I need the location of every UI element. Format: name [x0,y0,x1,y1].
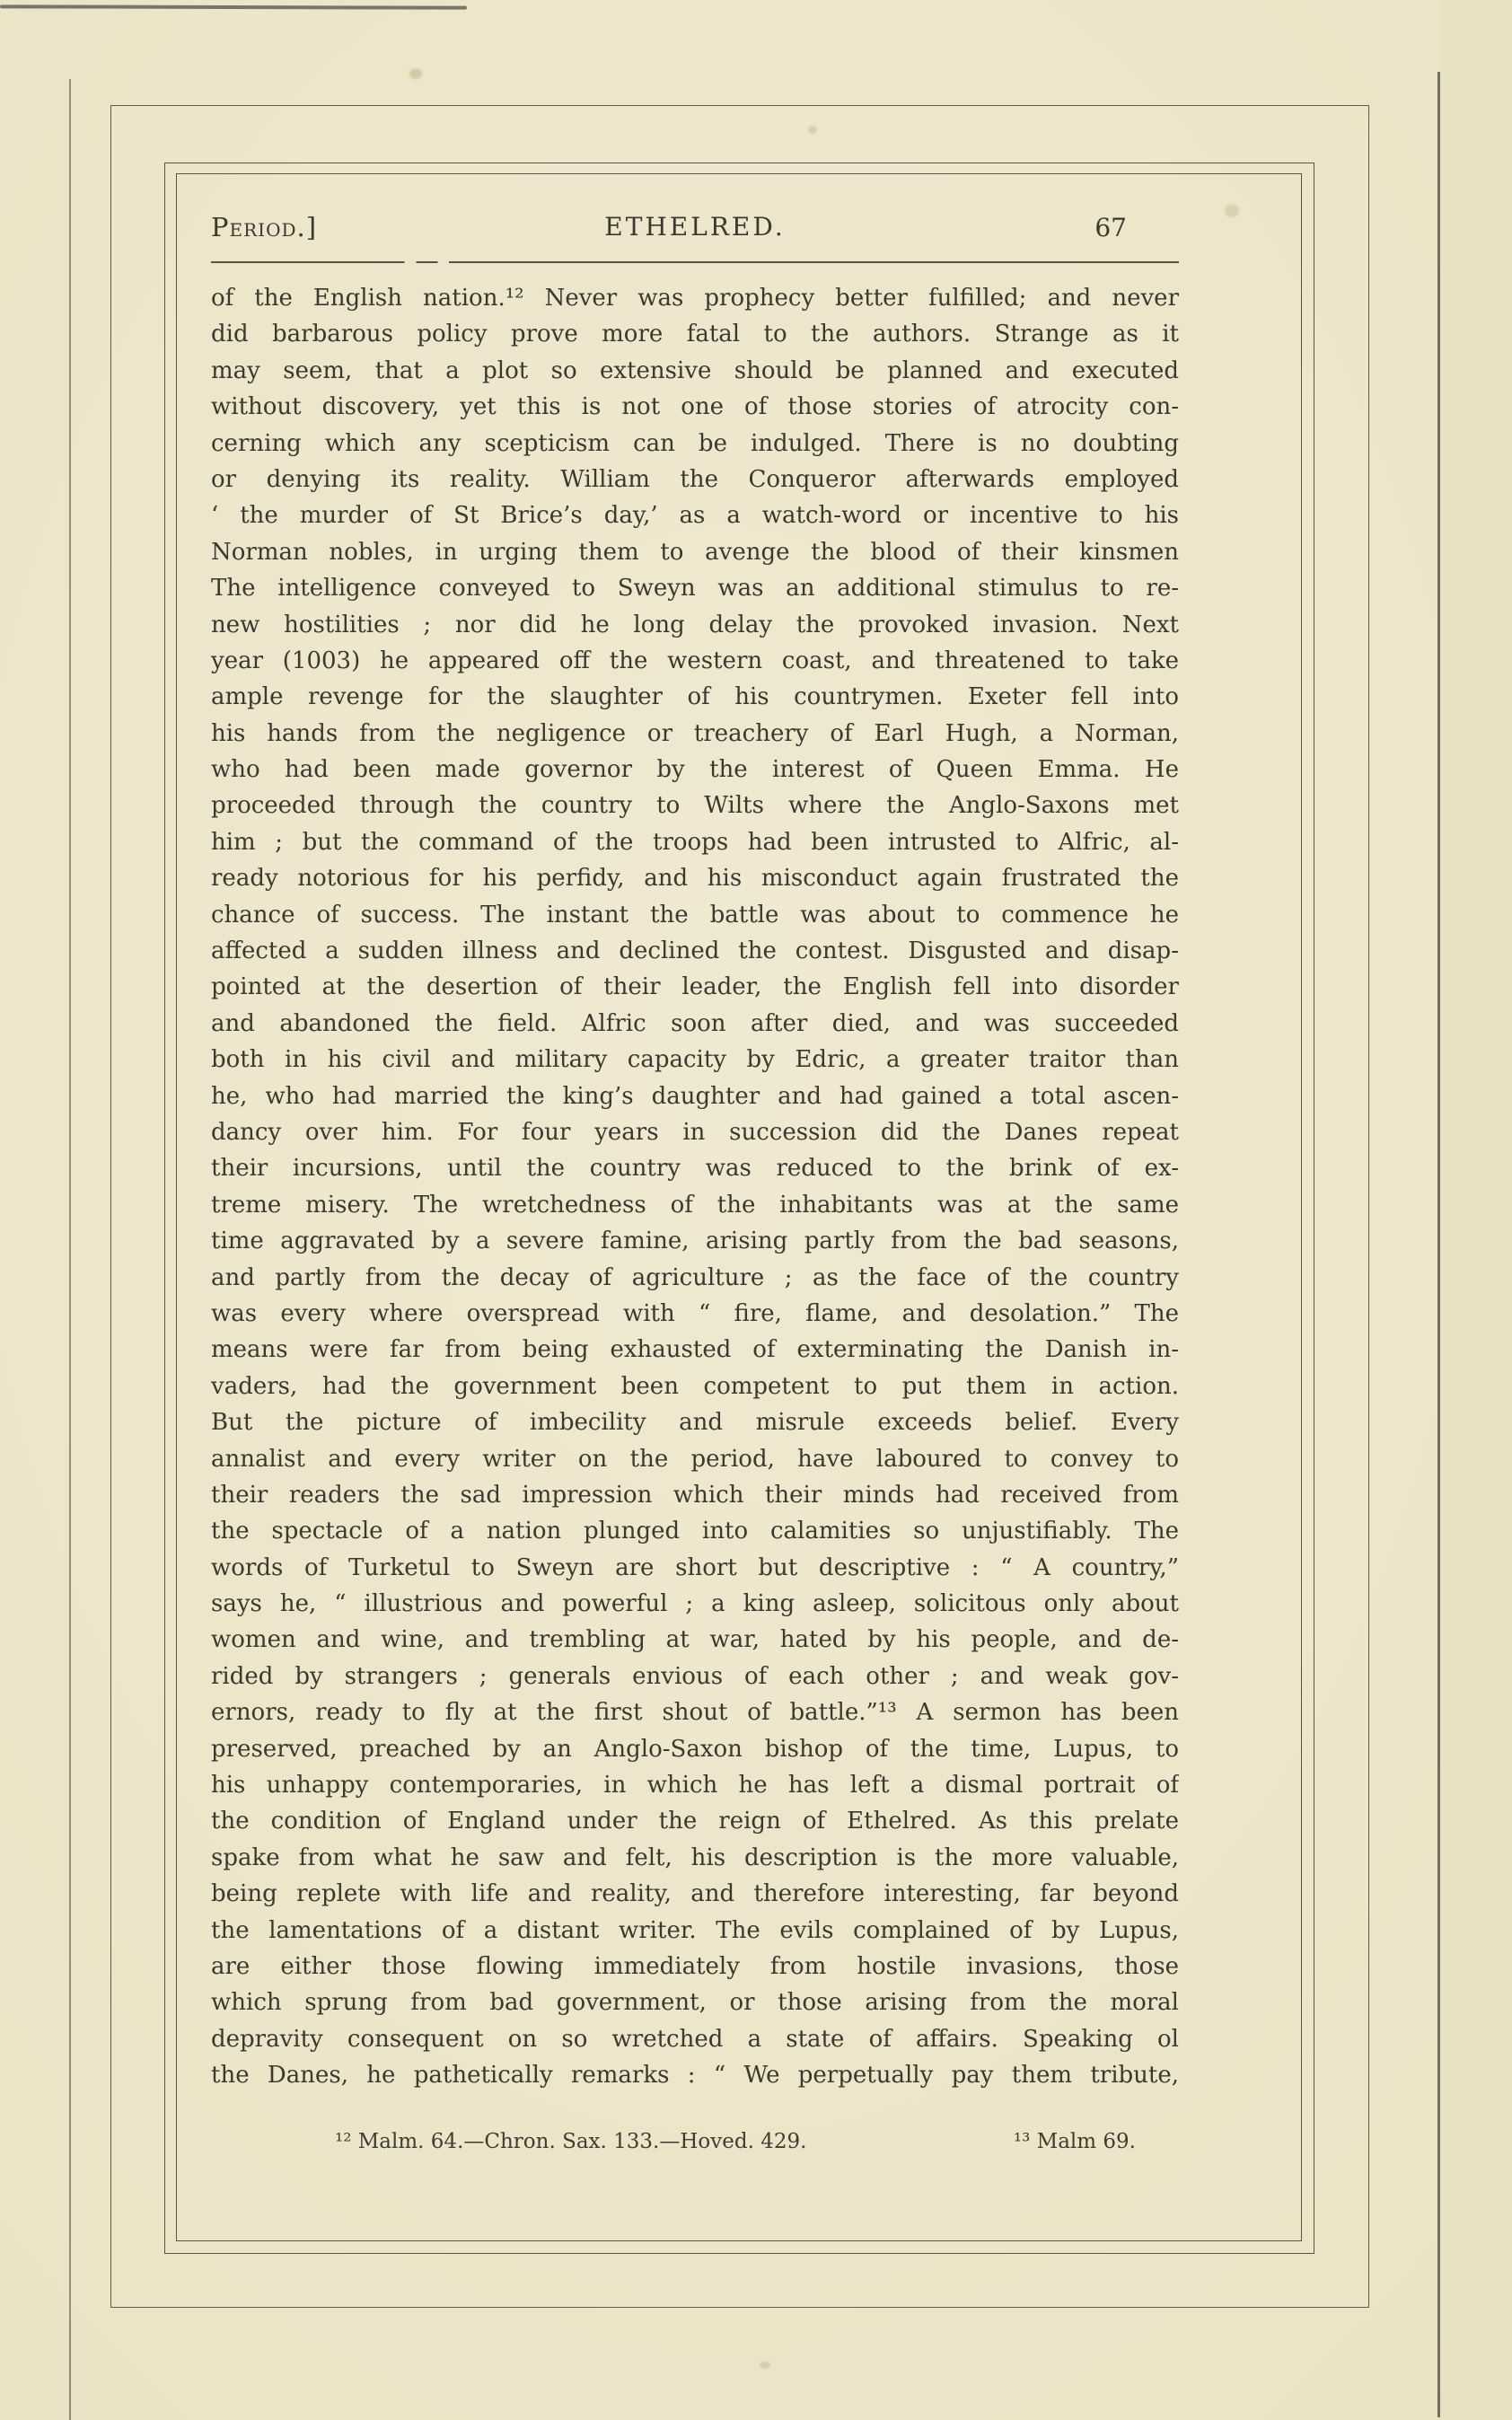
text-line: The intelligence conveyed to Sweyn was an additional stimulus to re- [211,575,1179,603]
body-text [211,280,1179,2094]
text-line: proceeded through the country to Wilts where the Anglo-Saxons met [211,792,1179,820]
scan-edge-artifact-top [0,4,467,9]
header-chapter-title: ETHELRED. [604,212,786,242]
text-line: depravity consequent on so wretched a state of affairs. Speaking ol [211,2025,1179,2053]
text-line: who had been made governor by the interest of Queen Emma. He [211,756,1179,784]
text-line: he, who had married the king’s daughter and had gained a total ascen- [211,1082,1179,1110]
text-line: ‘ the murder of St Brice’s day,’ as a watch-word or incentive to his [211,502,1179,530]
text-line: being replete with life and reality, and therefore interesting, far beyond [211,1880,1179,1908]
footnotes [211,2130,1179,2153]
text-line: his hands from the negligence or treachery of Earl Hugh, a Norman, [211,719,1179,747]
text-line: ready notorious for his perfidy, and his misconduct again frustrated the [211,865,1179,893]
text-line: did barbarous policy prove more fatal to the authors. Strange as it [211,321,1179,348]
text-line: Norman nobles, in urging them to avenge the blood of their kinsmen [211,538,1179,566]
text-line: ample revenge for the slaughter of his countrymen. Exeter fell into [211,683,1179,711]
text-line: means were far from being exhausted of exterminating the Danish in- [211,1336,1179,1364]
scan-margin-strip [1440,0,1512,2420]
text-line: says he, “ illustrious and powerful ; a king asleep, solicitous only about [211,1590,1179,1618]
text-line: may seem, that a plot so extensive should be planned and executed [211,356,1179,384]
text-line: words of Turketul to Sweyn are short but descriptive : “ A country,” [211,1553,1179,1581]
text-line: are either those flowing immediately from hostile invasions, those [211,1952,1179,1980]
text-line: his unhappy contemporaries, in which he has left a dismal portrait of [211,1772,1179,1800]
text-line: annalist and every writer on the period, have laboured to convey to [211,1445,1179,1473]
text-line: was every where overspread with “ fire, flame, and desolation.” The [211,1299,1179,1327]
text-line: the lamentations of a distant writer. The evils complained of by Lupus, [211,1916,1179,1944]
text-line: But the picture of imbecility and misrule exceeds belief. Every [211,1409,1179,1437]
text-line: the spectacle of a nation plunged into calamities so unjustifiably. The [211,1518,1179,1545]
text-line: new hostilities ; nor did he long delay the provoked invasion. Next [211,611,1179,638]
footnote-13: ¹³ Malm 69. [1013,2130,1136,2153]
text-line: or denying its reality. William the Conqueror afterwards employed [211,465,1179,493]
text-line: and partly from the decay of agriculture ; as the face of the country [211,1263,1179,1291]
footnote-12: ¹² Malm. 64.—Chron. Sax. 133.—Hoved. 429. [335,2130,807,2153]
page-number: 67 [1094,213,1127,242]
text-line: women and wine, and trembling at war, hated by his people, and de- [211,1626,1179,1654]
text-line: dancy over him. For four years in succession did the Danes repeat [211,1118,1179,1146]
header-rule [211,261,1179,263]
text-line: year (1003) he appeared off the western coast, and threatened to take [211,647,1179,674]
text-line: their incursions, until the country was reduced to the brink of ex- [211,1155,1179,1183]
text-line: which sprung from bad government, or those arising from the moral [211,1989,1179,2017]
header-period-label: Period.] [211,212,318,242]
text-line: affected a sudden illness and declined the contest. Disgusted and disap- [211,937,1179,965]
running-header [211,212,1179,242]
text-line: time aggravated by a severe famine, arising partly from the bad seasons, [211,1228,1179,1255]
text-line: ernors, ready to fly at the first shout of battle.”¹³ A sermon has been [211,1699,1179,1727]
text-line: the condition of England under the reign of Ethelred. As this prelate [211,1808,1179,1835]
text-line: treme misery. The wretchedness of the inhabitants was at the same [211,1191,1179,1219]
text-line: the Danes, he pathetically remarks : “ We perpetually pay them tribute, [211,2062,1179,2090]
scan-edge-artifact-left [69,79,71,2420]
paper-stain [760,2362,770,2369]
text-line: without discovery, yet this is not one of those stories of atrocity con- [211,393,1179,421]
text-line: pointed at the desertion of their leader, the English fell into disorder [211,973,1179,1001]
text-line: chance of success. The instant the battle was about to commence he [211,901,1179,928]
paper-stain [409,68,422,79]
text-line: cerning which any scepticism can be indulged. There is no doubting [211,429,1179,457]
text-line: rided by strangers ; generals envious of each other ; and weak gov- [211,1662,1179,1690]
text-line: both in his civil and military capacity by Edric, a greater traitor than [211,1046,1179,1074]
text-line: spake from what he saw and felt, his description is the more valuable, [211,1844,1179,1871]
text-line: him ; but the command of the troops had been intrusted to Alfric, al- [211,828,1179,856]
text-line: vaders, had the government been competent to put them in action. [211,1372,1179,1400]
text-line: and abandoned the field. Alfric soon after died, and was succeeded [211,1009,1179,1037]
text-line: preserved, preached by an Anglo-Saxon bishop of the time, Lupus, to [211,1735,1179,1763]
text-line: their readers the sad impression which their minds had received from [211,1481,1179,1509]
text-line: of the English nation.¹² Never was prophecy better fulfilled; and never [211,285,1179,312]
